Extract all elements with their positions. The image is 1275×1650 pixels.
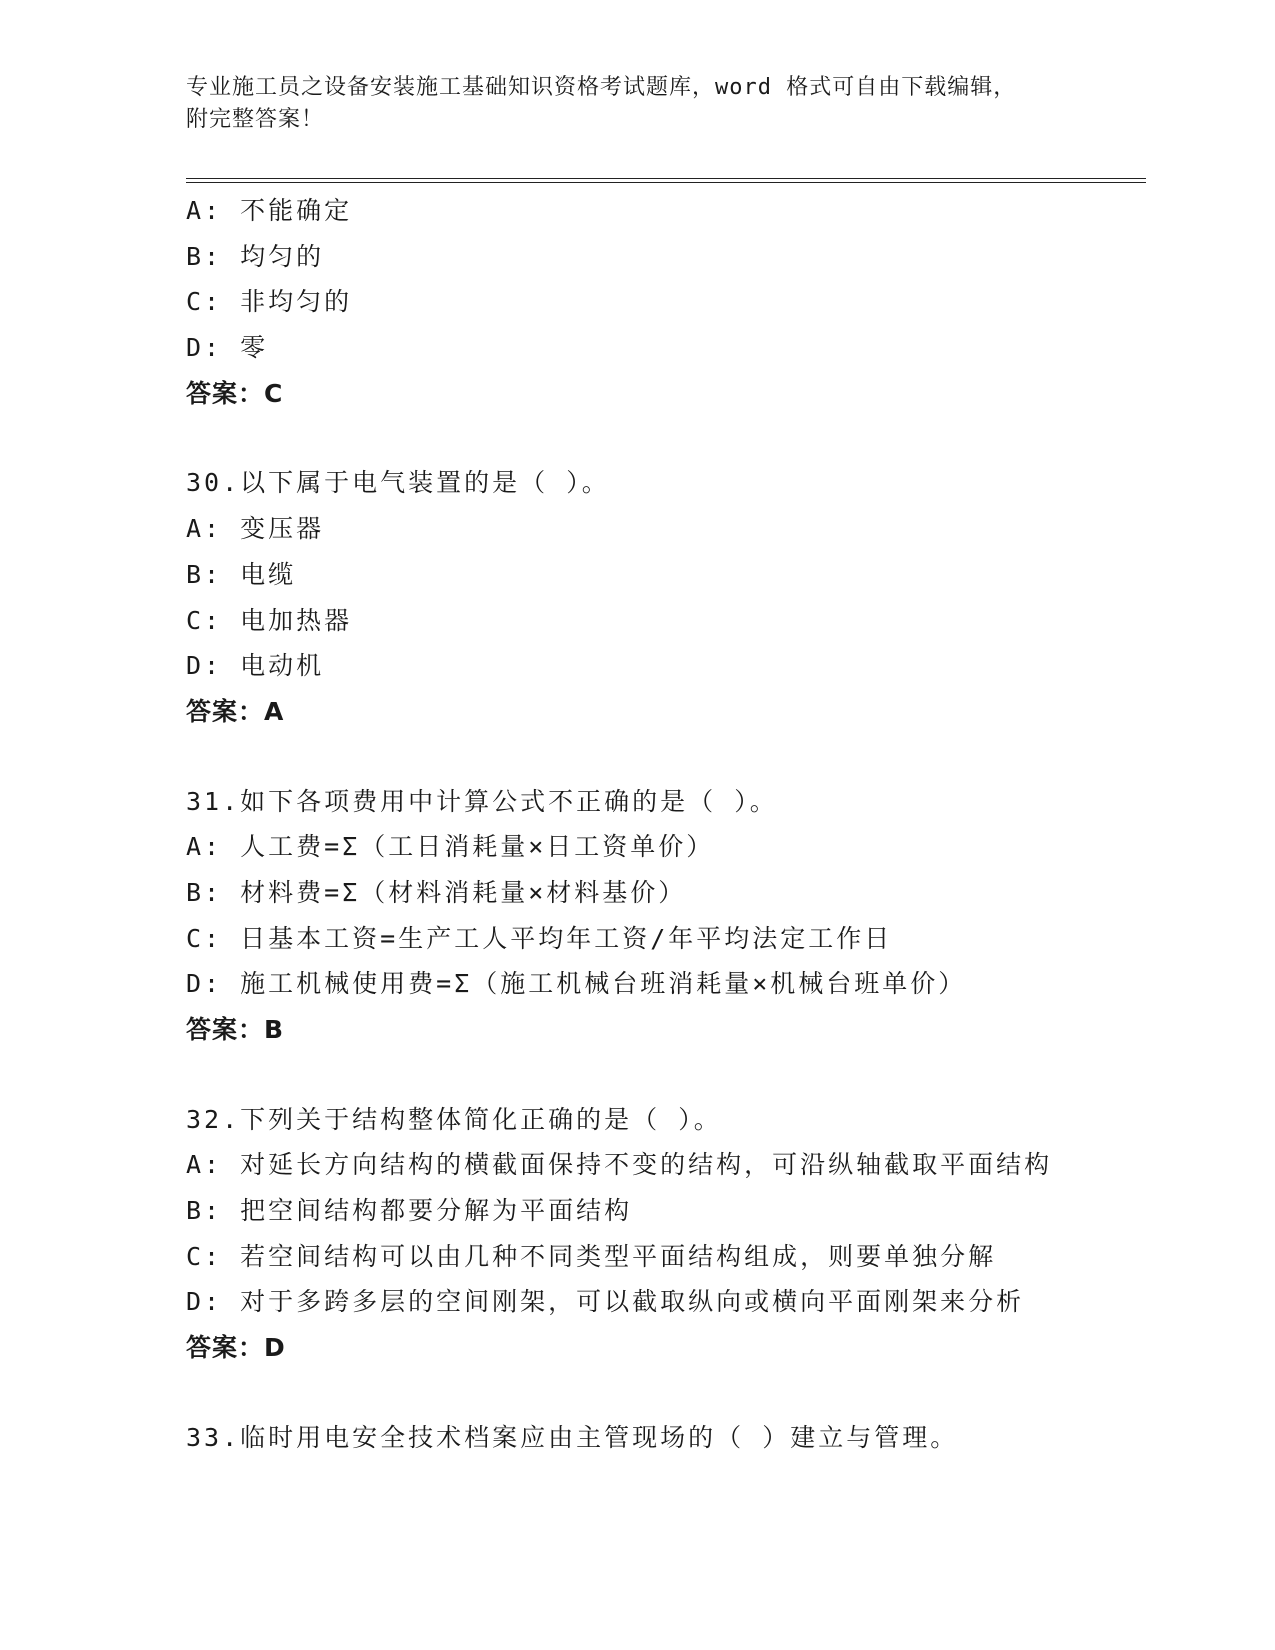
answer-line: 答案：C	[186, 378, 284, 408]
option-a: A: 变压器	[186, 514, 325, 544]
question-spacer	[186, 1053, 1166, 1097]
question-spacer	[186, 416, 1166, 460]
question-block-30	[186, 460, 1166, 734]
option-a: A: 人工费=Σ（工日消耗量×日工资单价）	[186, 832, 715, 862]
question-block-32	[186, 1097, 1166, 1371]
question-stem: 30.以下属于电气装置的是（ ）。	[186, 468, 610, 498]
option-b: B: 均匀的	[186, 241, 325, 271]
question-block-31	[186, 779, 1166, 1053]
header-line-1: 专业施工员之设备安装施工基础知识资格考试题库，word 格式可自由下载编辑，	[186, 75, 1017, 100]
question-stem: 31.如下各项费用中计算公式不正确的是（ ）。	[186, 786, 778, 816]
option-b: B: 材料费=Σ（材料消耗量×材料基价）	[186, 877, 687, 907]
answer-line: 答案：A	[186, 696, 285, 726]
option-b: B: 把空间结构都要分解为平面结构	[186, 1196, 633, 1226]
question-block-33	[186, 1415, 1166, 1461]
header-divider	[186, 178, 1146, 183]
option-c: C: 若空间结构可以由几种不同类型平面结构组成，则要单独分解	[186, 1241, 997, 1271]
header-line-2: 附完整答案！	[186, 107, 325, 132]
option-a: A: 对延长方向结构的横截面保持不变的结构，可沿纵轴截取平面结构	[186, 1150, 1053, 1180]
option-a: A: 不能确定	[186, 196, 353, 225]
option-d: D: 施工机械使用费=Σ（施工机械台班消耗量×机械台班单价）	[186, 969, 967, 999]
document-header	[186, 72, 1086, 136]
option-c: C: 非均匀的	[186, 287, 353, 317]
question-block-29	[186, 188, 1166, 416]
option-c: C: 日基本工资=生产工人平均年工资/年平均法定工作日	[186, 923, 893, 953]
option-d: D: 电动机	[186, 651, 325, 681]
option-c: C: 电加热器	[186, 605, 353, 635]
answer-line: 答案：D	[186, 1333, 286, 1363]
question-list	[186, 188, 1166, 1461]
question-spacer	[186, 1371, 1166, 1415]
question-spacer	[186, 735, 1166, 779]
question-stem: 32.下列关于结构整体简化正确的是（ ）。	[186, 1104, 722, 1134]
question-stem: 33.临时用电安全技术档案应由主管现场的（ ）建立与管理。	[186, 1422, 959, 1452]
option-d: D: 对于多跨多层的空间刚架，可以截取纵向或横向平面刚架来分析	[186, 1287, 1025, 1317]
option-d: D: 零	[186, 333, 269, 363]
option-b: B: 电缆	[186, 559, 297, 589]
answer-line: 答案：B	[186, 1015, 285, 1044]
